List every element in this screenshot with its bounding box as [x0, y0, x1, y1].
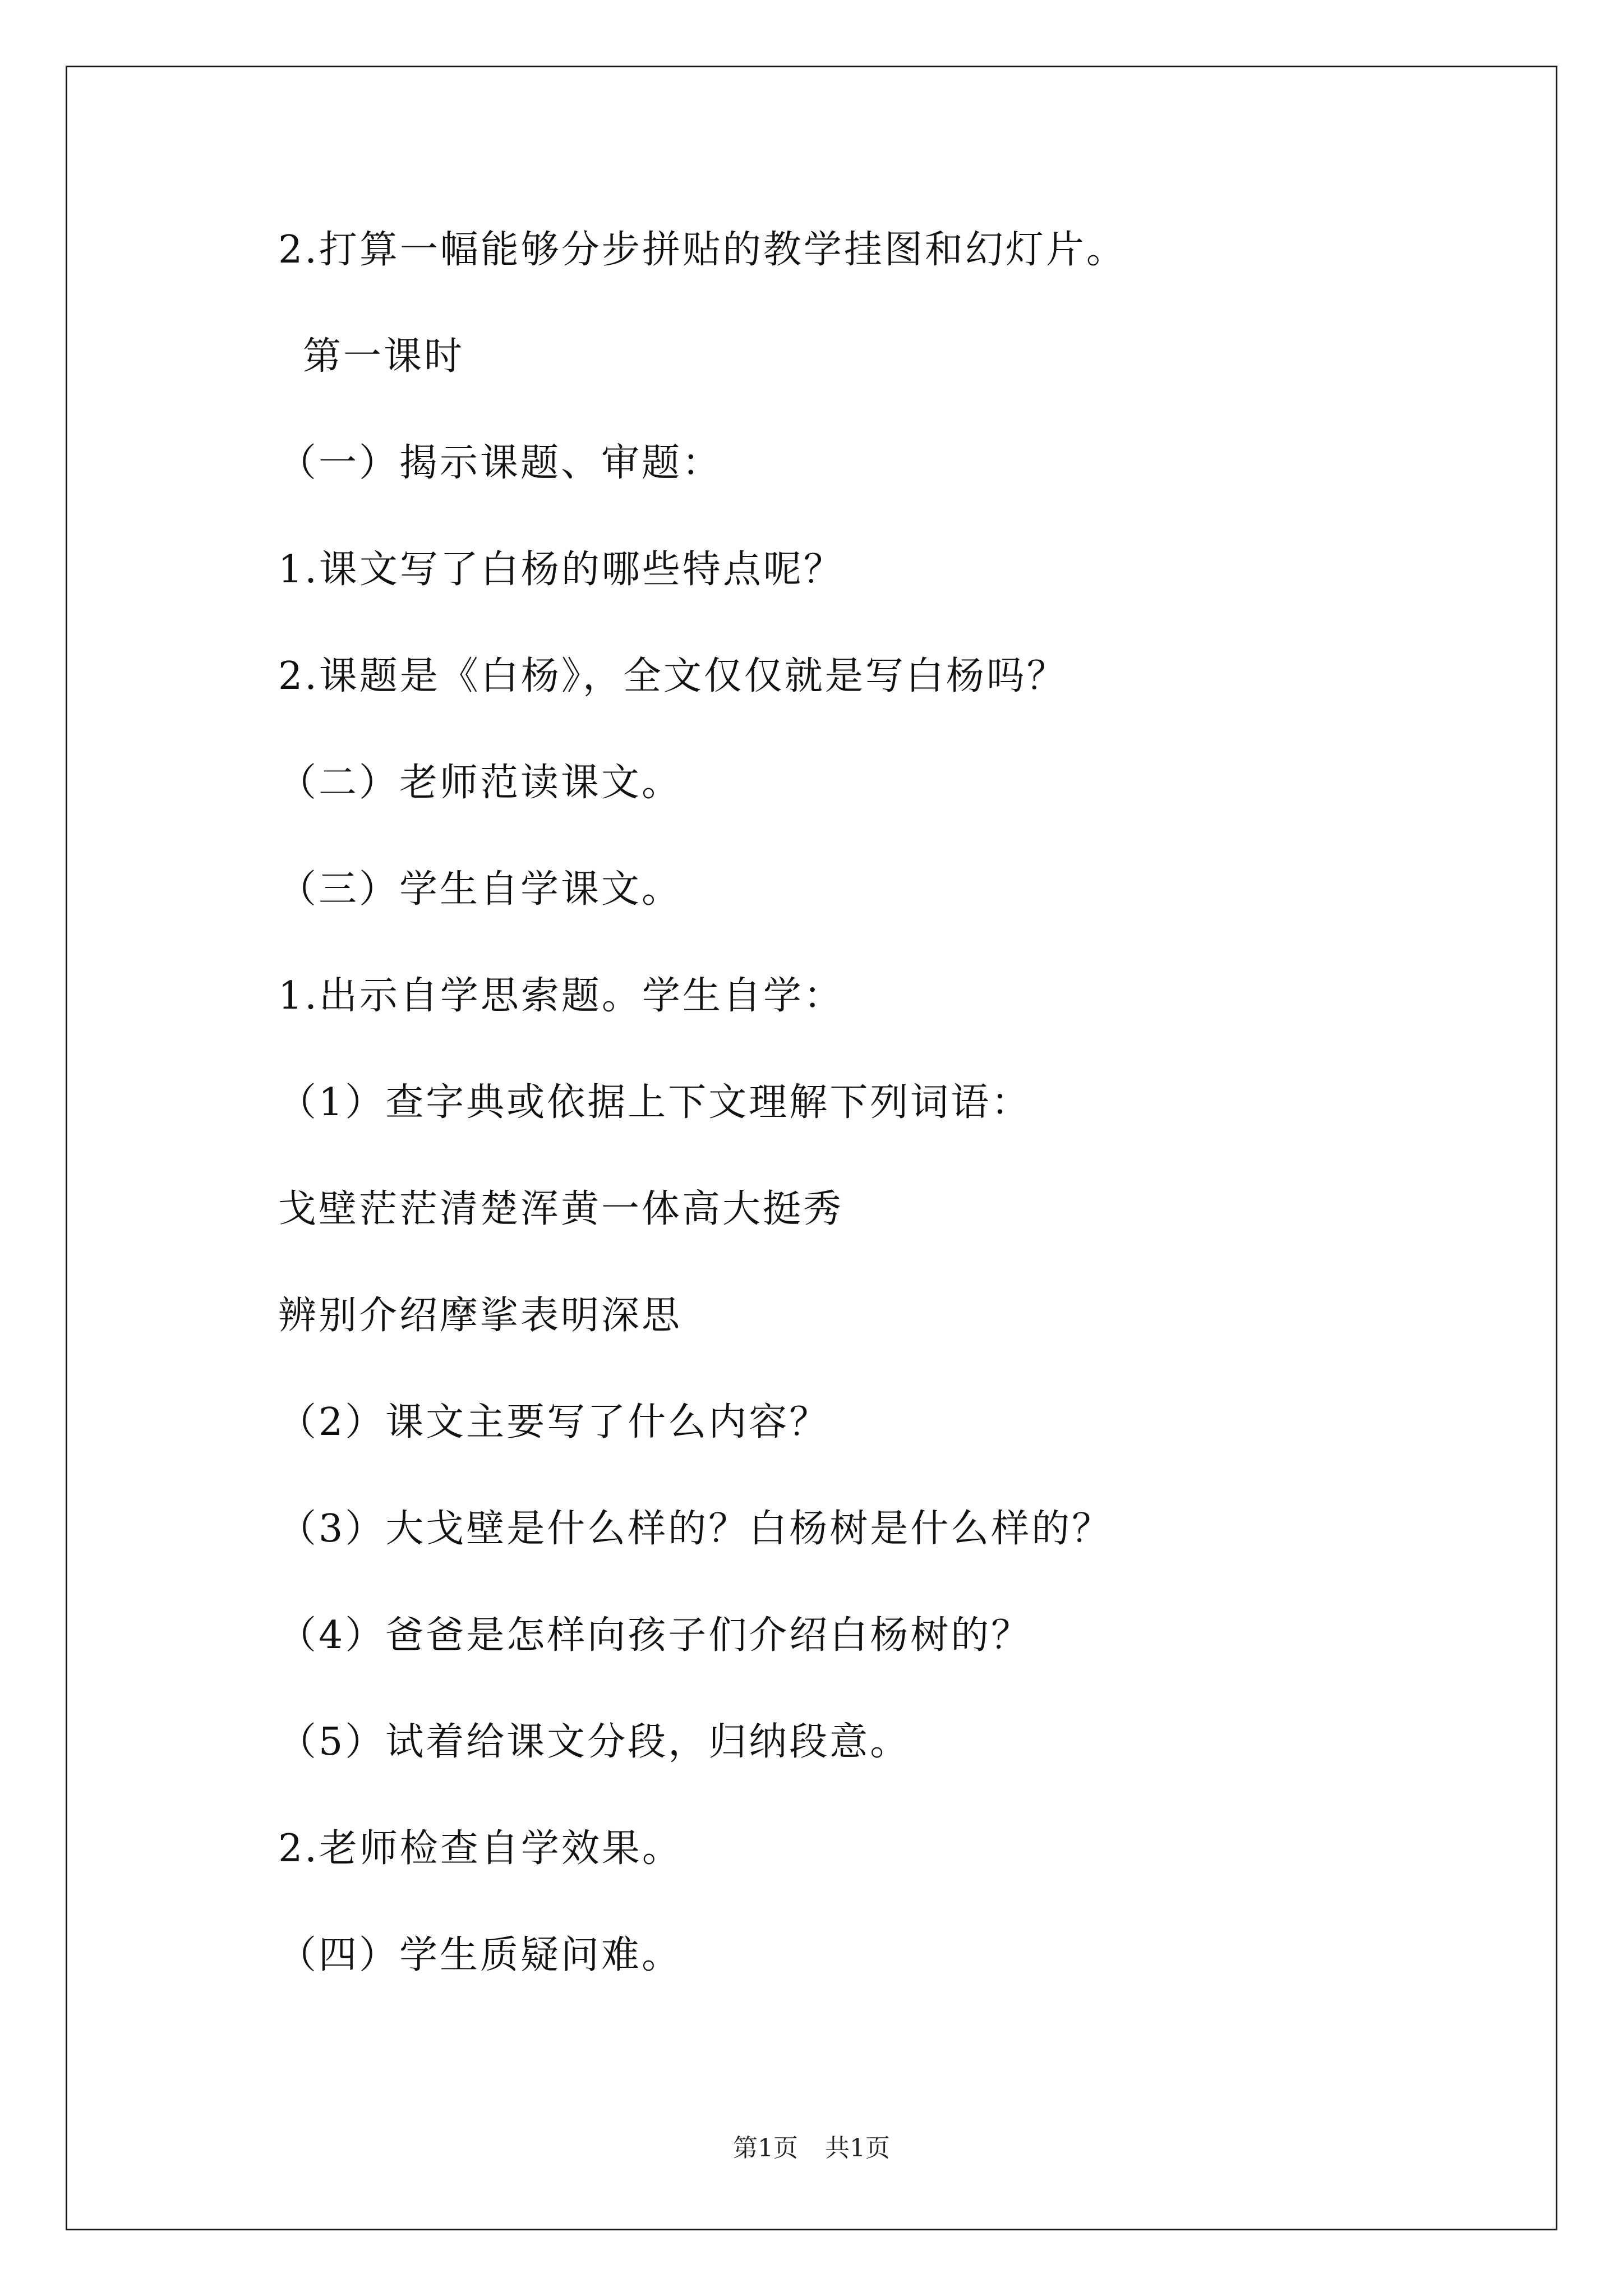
text-line: 1.出示自学思索题。学生自学：: [278, 974, 844, 1018]
text-line: （四）学生质疑问难。: [278, 1933, 683, 1977]
text-line: 2.课题是《白杨》，全文仅仅就是写白杨吗？: [278, 654, 1067, 698]
current-page-label: 第1页: [733, 2134, 798, 2162]
total-pages-label: 共1页: [825, 2134, 890, 2162]
text-line: 2.老师检查自学效果。: [278, 1826, 683, 1871]
text-line: （1）查字典或依据上下文理解下列词语：: [278, 1080, 1032, 1125]
text-line: （三）学生自学课文。: [278, 867, 683, 912]
text-line: 1.课文写了白杨的哪些特点呢？: [278, 547, 844, 592]
section-heading: 第一课时: [303, 334, 465, 379]
text-line: （一）揭示课题、审题：: [278, 441, 723, 485]
text-line: （4）爸爸是怎样向孩子们介绍白杨树的？: [278, 1613, 1032, 1658]
page-border: [66, 66, 1557, 2230]
text-line: 戈壁茫茫清楚浑黄一体高大挺秀: [278, 1187, 844, 1231]
text-line: 2.打算一幅能够分步拼贴的教学挂图和幻灯片。: [278, 228, 1127, 272]
text-line: 辨别介绍摩挲表明深思: [278, 1294, 683, 1338]
text-line: （3）大戈壁是什么样的？白杨树是什么样的？: [278, 1507, 1113, 1551]
text-line: （2）课文主要写了什么内容？: [278, 1400, 830, 1444]
page-footer: [0, 2136, 1623, 2161]
text-line: （二）老师范读课文。: [278, 761, 683, 805]
text-line: （5）试着给课文分段，归纳段意。: [278, 1720, 911, 1764]
